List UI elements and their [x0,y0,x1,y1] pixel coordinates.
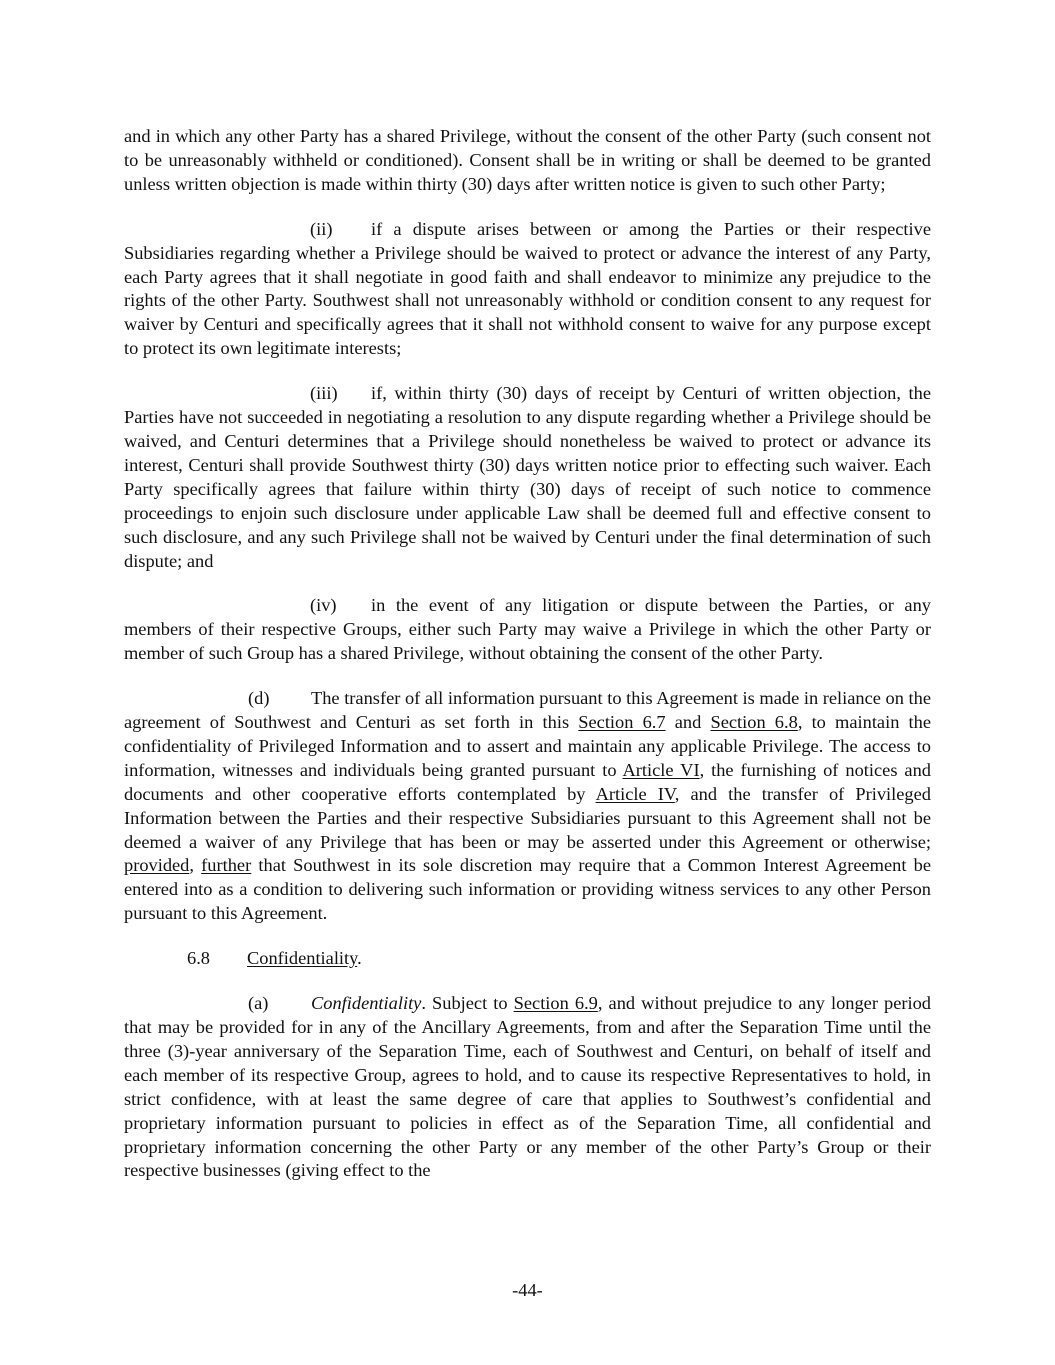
clause-d [124,687,931,926]
article-vi-link[interactable]: Article VI [622,759,700,780]
provided-term: provided [124,855,190,876]
clause-d-text-4: , the furnishing of notices and documents and other cooperative efforts contemplated by [124,759,931,804]
article-iv-link[interactable]: Article IV [595,783,675,804]
continuation-text: and in which any other Party has a shared Privilege, without the consent of the other Party (such consent not to be unreasonably withheld or conditioned). Consent shall be in writing or shall be deemed to be granted unless written objection is made within thirty (30) days after written notice is given to such other Party; [124,126,931,194]
clause-ii-text: if a dispute arises between or among the Parties or their respective Subsidiaries regarding whether a Privilege should be waived to protect or advance the interest of any Party, each Party agrees that it shall negotiate in good faith and shall endeavor to minimize any prejudice to the rights of the other Party. Southwest shall not unreasonably withhold or condition consent to any request for waiver by Centuri and specifically agrees that it shall not withhold consent to waive for any purpose except to protect its own legitimate interests; [124,218,931,359]
clause-iv-text: in the event of any litigation or dispute between the Parties, or any members of their respective Groups, either such Party may waive a Privilege in which the other Party or member of such Group has a shared Privilege, without obtaining the consent of the other Party. [124,595,931,664]
clause-iii-text: if, within thirty (30) days of receipt by Centuri of written objection, the Parties have not succeeded in negotiating a resolution to any dispute regarding whether a Privilege should be waived, and Centuri determines that a Privilege should nonetheless be waived to protect or advance its interest, Centuri shall provide Southwest thirty (30) days written notice prior to effecting such waiver. Each Party specifically agrees that failure within thirty (30) days of receipt of such notice to commence proceedings to enjoin such disclosure under applicable Law shall be deemed full and effective consent to such disclosure, and any such Privilege shall not be waived by Centuri under the final determination of such dispute; and [124,383,931,571]
clause-iii [124,382,931,573]
clause-d-text-7: that Southwest in its sole discretion may require that a Common Interest Agreement be entered into as a condition to delivering such information or providing witness services to any other Person pursuant to this Agreement. [124,855,932,924]
clause-ii [124,218,931,361]
continuation-paragraph [124,125,931,197]
clause-d-text-3: , to maintain the confidentiality of Privileged Information and to assert and maintain any applicable Privilege. The access to information, witnesses and individuals being granted pursuant to [124,712,932,780]
further-term: further [201,855,252,876]
clause-d-text-6: , [189,855,202,876]
clause-a-number: (a) [248,993,269,1014]
clause-a-text-2: , and without prejudice to any longer period that may be provided for in any of the Ancillary Agreements, from and after the Separation Time until the three (3)-year anniversary of the Separation Time, each of Southwest and Centuri, on behalf of itself and each member of its respective Group, agrees to hold, and to cause its respective Representatives to hold, in strict confidence, with at least the same degree of care that applies to Southwest’s confidential and proprietary information pursuant to policies in effect as of the Separation Time, all confidential and proprietary information concerning the other Party or any member of the other Party’s Group or their respective businesses (giving effect to the [124,993,931,1181]
clause-iv [124,594,931,666]
section-6-9-link[interactable]: Section 6.9 [513,993,598,1014]
clause-iii-number: (iii) [310,383,338,404]
clause-a [124,992,931,1183]
clause-d-text-1: The transfer of all information pursuant to this Agreement is made in reliance on the agreement of Southwest and Centuri as set forth in this [124,688,931,733]
document-body [124,125,931,1204]
section-title: Confidentiality [247,948,358,969]
section-6-8-link[interactable]: Section 6.8 [710,712,798,733]
section-6-7-link[interactable]: Section 6.7 [578,712,666,733]
clause-a-text-1: . Subject to [421,993,514,1014]
clause-ii-number: (ii) [310,218,333,239]
page-number: -44- [512,1280,543,1300]
clause-d-number: (d) [248,688,270,709]
clause-a-label: Confidentiality [311,993,422,1014]
clause-d-text-5: , and the transfer of Privileged Information between the Parties and their respective Subsidiaries pursuant to this Agreement shall not be deemed a waiver of any Privilege that has been or may be asserted under this Agreement or otherwise; [124,783,931,852]
clause-iv-number: (iv) [310,595,337,616]
section-title-period: . [357,948,362,969]
section-heading [187,947,931,971]
section-number: 6.8 [187,948,210,969]
clause-d-text-2: and [665,712,711,733]
